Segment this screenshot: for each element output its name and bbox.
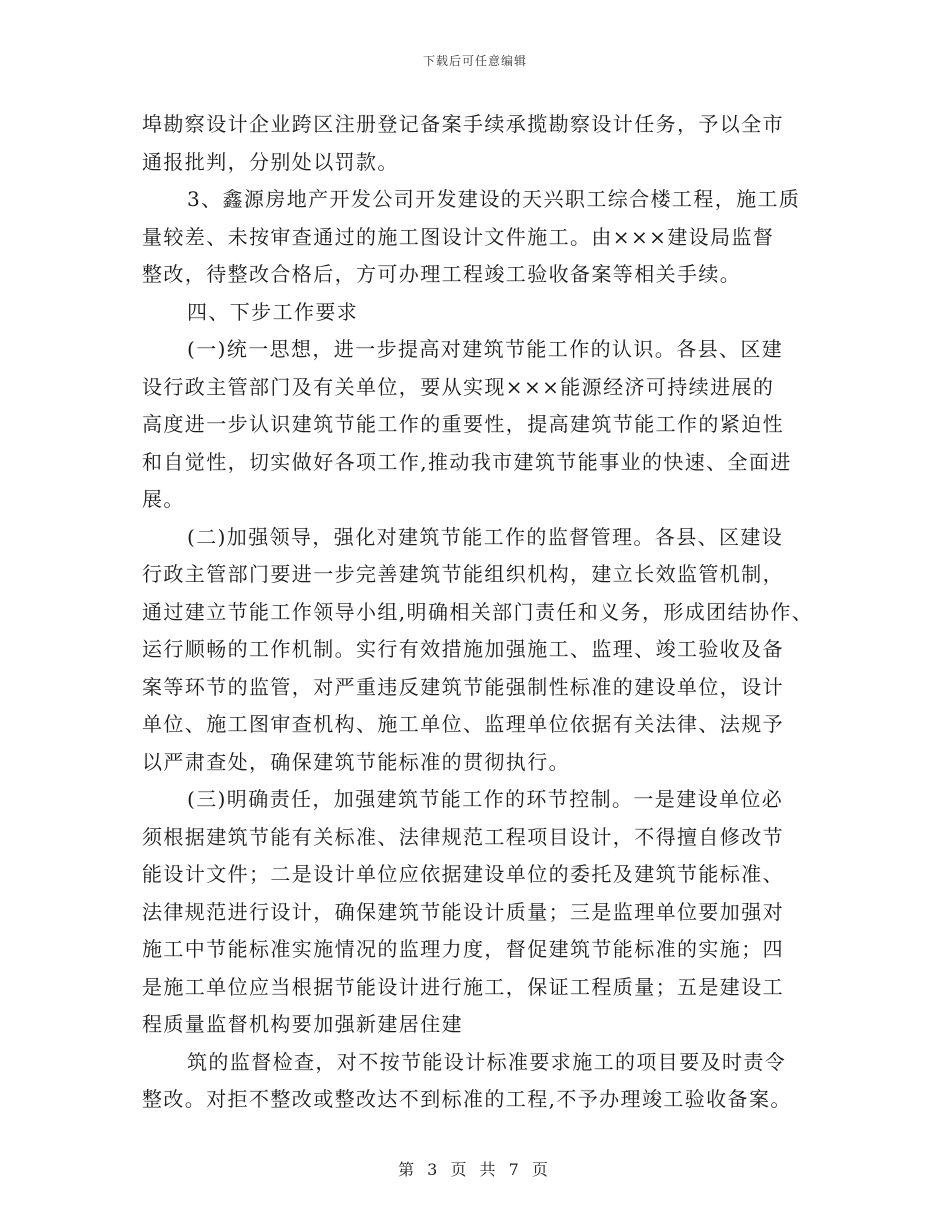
text-line: (一)统一思想，进一步提高对建筑节能工作的认识。各县、区建 [187, 337, 784, 361]
text-line: 单位、施工图审查机构、施工单位、监理单位依据有关法律、法规予 [142, 712, 784, 736]
text-line: 施工中节能标准实施情况的监理力度，督促建筑节能标准的实施；四 [142, 937, 784, 961]
text-line: 须根据建筑节能有关标准、法律规范工程项目设计，不得擅自修改节 [142, 824, 784, 849]
text-line: 通报批判，分别处以罚款。 [142, 149, 399, 174]
text-line: 行政主管部门要进一步完善建筑节能组织机构，建立长效监管机制， [142, 562, 784, 586]
text-line: 筑的监督检查，对不按节能设计标准要求施工的项目要及时责令 [187, 1049, 787, 1074]
text-line: 埠勘察设计企业跨区注册登记备案手续承揽勘察设计任务，予以全市 [142, 112, 784, 136]
text-line: 3、鑫源房地产开发公司开发建设的天兴职工综合楼工程，施工质 [187, 187, 801, 211]
text-line: 整改，待整改合格后，方可办理工程竣工验收备案等相关手续。 [142, 262, 742, 286]
text-line: 通过建立节能工作领导小组,明确相关部门责任和义务，形成团结协作、 [142, 599, 814, 624]
text-line: 法律规范进行设计，确保建筑节能设计质量；三是监理单位要加强对 [142, 899, 784, 924]
section-heading: 四、下步工作要求 [187, 299, 359, 324]
text-line: 案等环节的监管，对严重违反建筑节能强制性标准的建设单位，设计 [142, 674, 784, 699]
document-body [142, 106, 818, 1119]
text-line: 设行政主管部门及有关单位，要从实现×××能源经济可持续进展的 [142, 374, 775, 399]
text-line: 程质量监督机构要加强新建居住建 [142, 1012, 463, 1036]
text-line: 能设计文件；二是设计单位应依据建设单位的委托及建筑节能标准、 [142, 862, 784, 886]
text-line: 展。 [142, 487, 185, 511]
text-line: 量较差、未按审查通过的施工图设计文件施工。由×××建设局监督 [142, 224, 775, 249]
text-line: 是施工单位应当根据节能设计进行施工，保证工程质量；五是建设工 [142, 974, 784, 999]
page-header: 下载后可任意编辑 [422, 54, 527, 68]
text-line: 以严肃查处，确保建筑节能标准的贯彻执行。 [142, 749, 570, 774]
text-line: 运行顺畅的工作机制。实行有效措施加强施工、监理、竣工验收及备 [142, 637, 784, 661]
text-line: (二)加强领导，强化对建筑节能工作的监督管理。各县、区建设 [187, 524, 784, 549]
text-line: 高度进一步认识建筑节能工作的重要性，提高建筑节能工作的紧迫性 [142, 412, 784, 436]
text-line: 和自觉性，切实做好各项工作,推动我市建筑节能事业的快速、全面进 [142, 449, 792, 474]
page-footer: 第 3 页 共 7 页 [398, 1160, 552, 1179]
text-line: (三)明确责任，加强建筑节能工作的环节控制。一是建设单位必 [187, 787, 784, 811]
text-line: 整改。对拒不整改或整改达不到标准的工程,不予办理竣工验收备案。 [142, 1087, 792, 1111]
